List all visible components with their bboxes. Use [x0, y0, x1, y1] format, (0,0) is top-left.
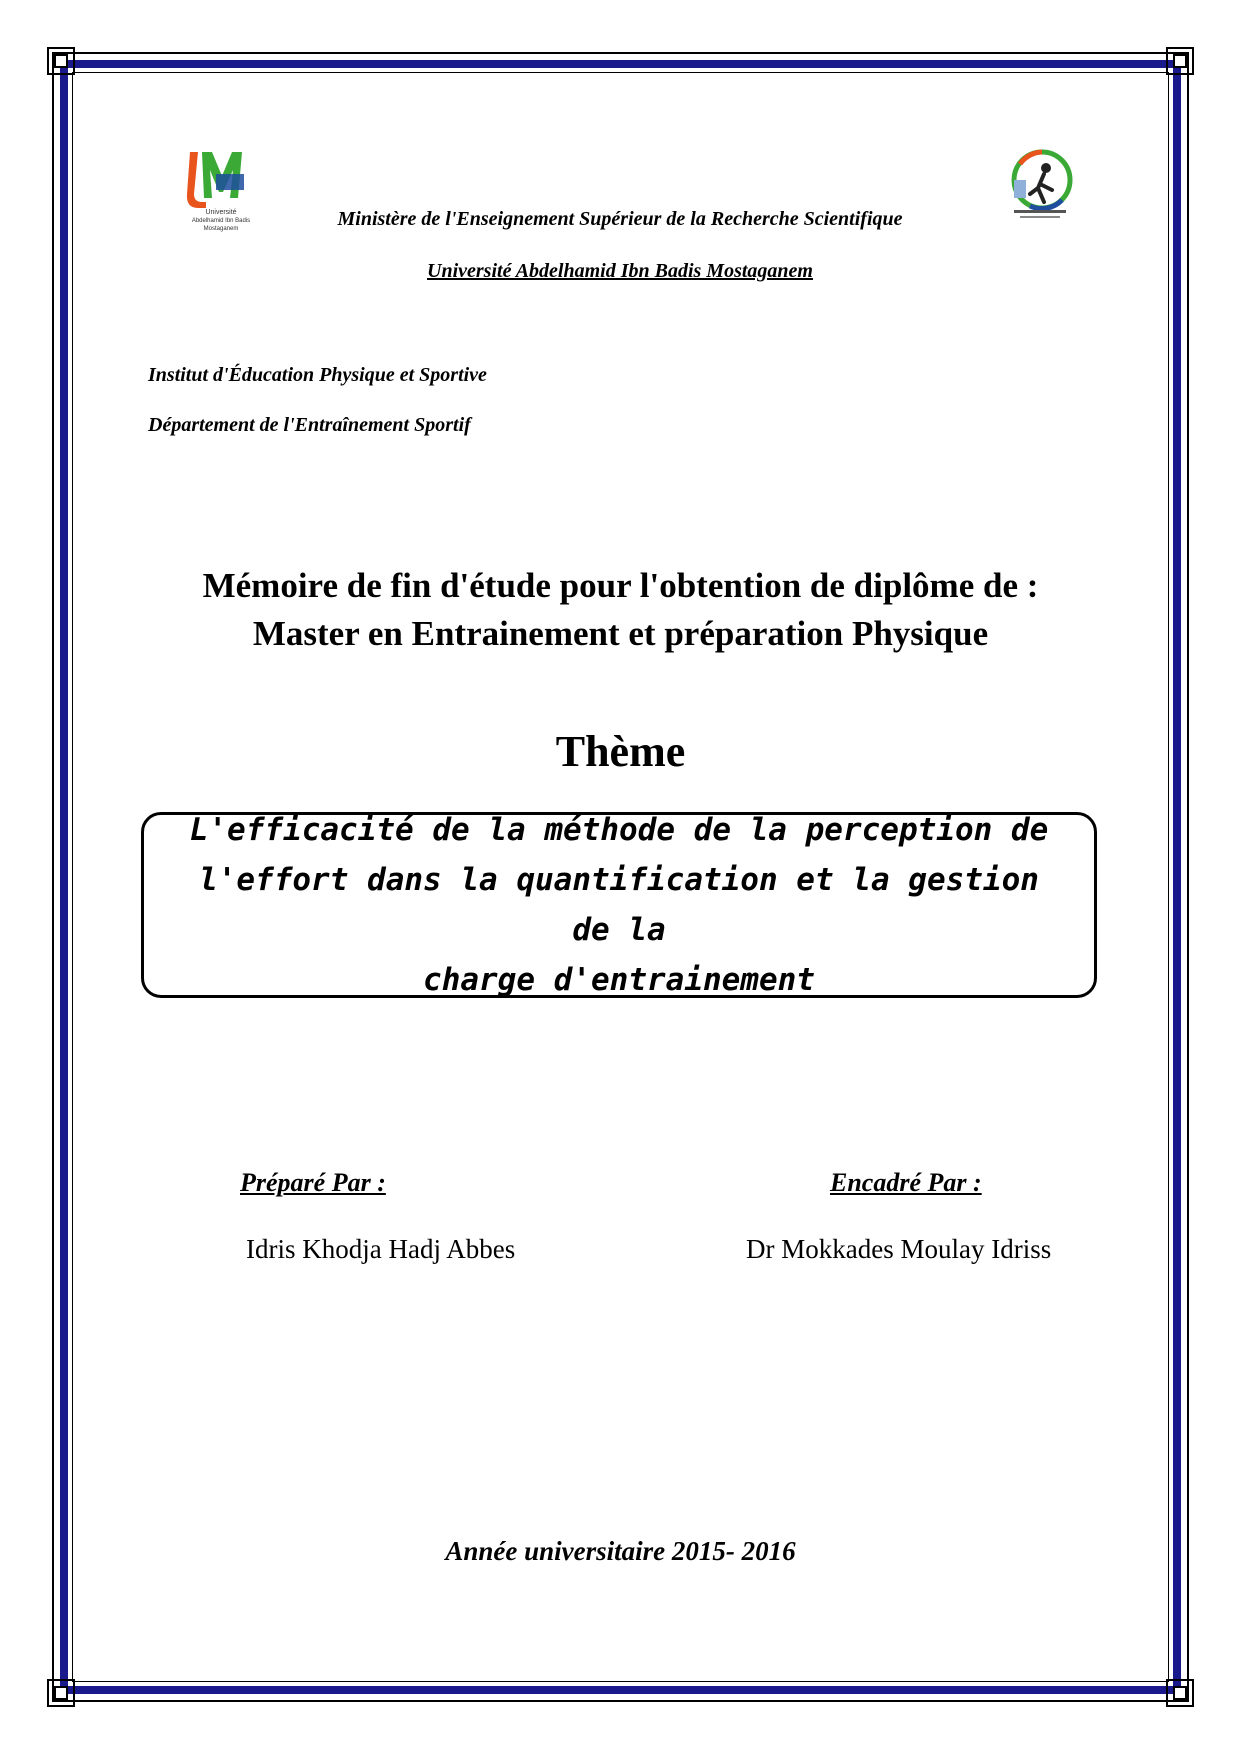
frame-corner-ornament	[1165, 1678, 1195, 1708]
supervisor-name: Dr Mokkades Moulay Idriss	[746, 1234, 1052, 1264]
svg-text:Mostaganem: Mostaganem	[203, 226, 239, 232]
institute-logo	[1000, 144, 1080, 224]
university-name: Université Abdelhamid Ibn Badis Mostaganem	[427, 260, 813, 282]
theme-title-line: l'effort dans la quantification et la gestion de la	[199, 862, 1039, 948]
memoire-line-1: Mémoire de fin d'étude pour l'obtention de diplôme de :	[202, 566, 1039, 605]
student-name: Idris Khodja Hadj Abbes	[246, 1234, 516, 1264]
theme-title-line: charge d'entrainement	[423, 962, 815, 998]
supervised-by-label: Encadré Par :	[830, 1168, 982, 1197]
institute-name: Institut d'Éducation Physique et Sportive	[148, 364, 487, 386]
academic-year: Année universitaire 2015- 2016	[445, 1536, 796, 1566]
prepared-by-label: Préparé Par :	[240, 1168, 386, 1197]
theme-heading: Thème	[555, 727, 686, 776]
ministry-name: Ministère de l'Enseignement Supérieur de la Recherche Scientifique	[337, 208, 903, 230]
theme-title	[174, 805, 1064, 1005]
theme-title-line: L'efficacité de la méthode de la perception de	[189, 812, 1049, 848]
frame-corner-ornament	[46, 1678, 76, 1708]
theme-title-box	[141, 812, 1097, 998]
frame-corner-ornament	[46, 46, 76, 76]
frame-corner-ornament	[1165, 46, 1195, 76]
memoire-line-2: Master en Entrainement et préparation Physique	[252, 614, 989, 653]
department-name: Département de l'Entraînement Sportif	[148, 414, 471, 436]
svg-text:Abdelhamid Ibn Badis: Abdelhamid Ibn Badis	[191, 218, 251, 224]
svg-text:Université: Université	[205, 209, 237, 216]
